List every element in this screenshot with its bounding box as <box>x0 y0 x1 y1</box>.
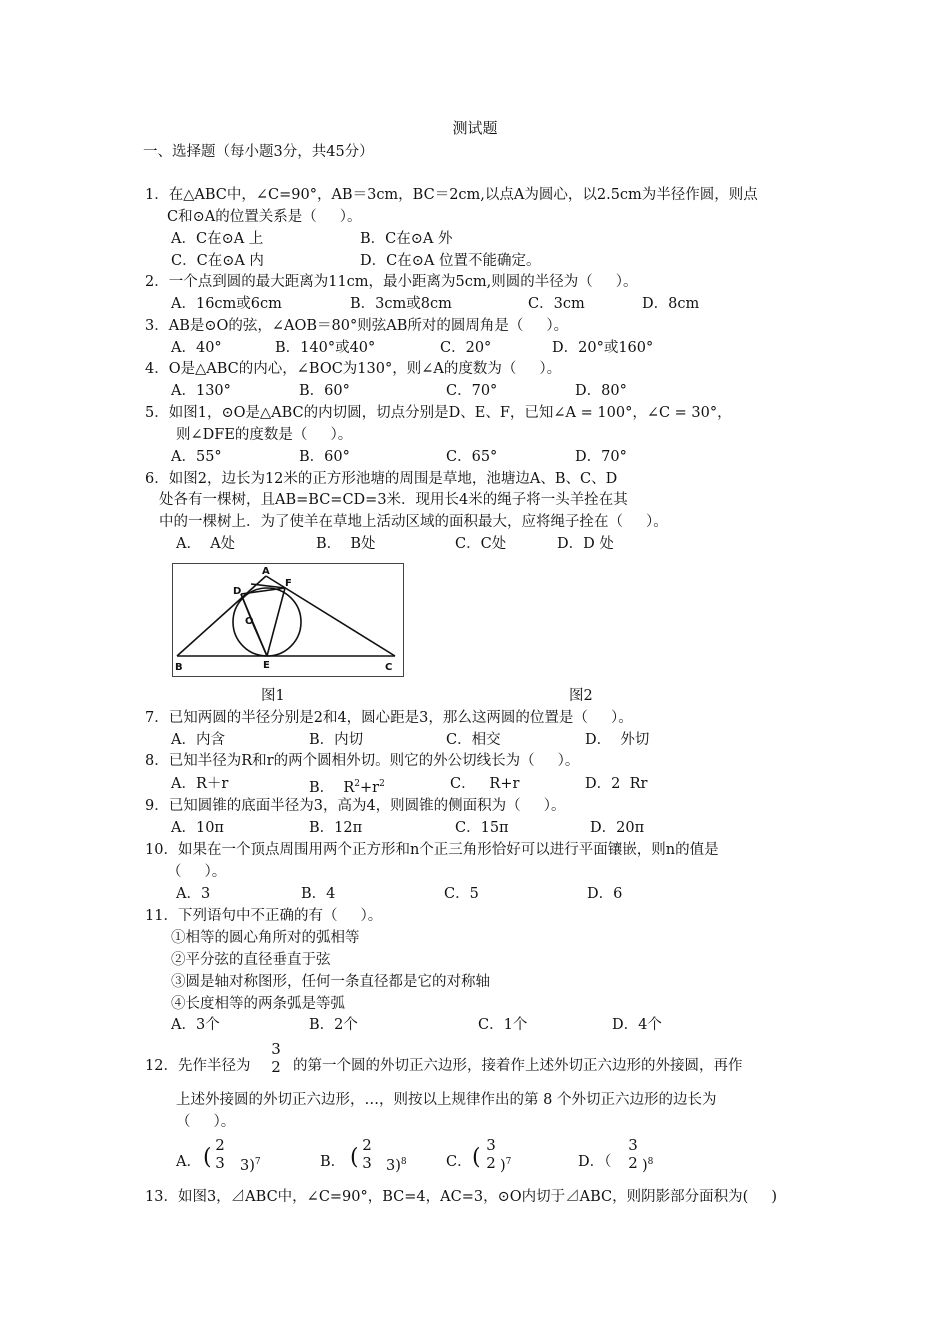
q12-a-numerator: 2 <box>215 1136 225 1154</box>
q4-option-d: D．80° <box>575 383 627 399</box>
q1-option-d: D．C在⊙A 位置不能确定。 <box>360 253 541 269</box>
q5-option-b: B．60° <box>299 449 350 465</box>
q8-option-b <box>309 774 385 798</box>
q12-option-d-tail <box>642 1152 653 1176</box>
q12-option-b-fraction <box>360 1136 374 1172</box>
q11-statement-3: ③圆是轴对称图形，任何一条直径都是它的对称轴 <box>171 974 490 990</box>
q12-option-d-label: D．（ <box>578 1154 612 1170</box>
label-d: D <box>233 586 242 597</box>
q7-option-c: C．相交 <box>446 732 501 748</box>
q8-b-prefix: B． R <box>309 779 355 796</box>
q12-frac-denominator: 2 <box>271 1058 281 1076</box>
q11-statement-2: ②平分弦的直径垂直于弦 <box>171 952 331 968</box>
q12-c-denominator: 2 <box>486 1154 496 1172</box>
q3-option-b: B．140°或40° <box>275 340 376 356</box>
q6-option-a: A． A处 <box>176 536 236 552</box>
q8-option-a: A．R＋r <box>171 776 229 792</box>
q8-option-c: C． R+r <box>450 776 520 792</box>
q6-option-d: D．D 处 <box>557 536 614 552</box>
q10-option-b: B．4 <box>301 886 336 902</box>
q10-stem: 10．如果在一个顶点周围用两个正方形和n个正三角形恰好可以进行平面镶嵌，则n的值是 <box>145 842 719 858</box>
q12-d-denominator: 2 <box>628 1154 638 1172</box>
q9-option-c: C．15π <box>455 820 509 836</box>
chord-fe <box>267 588 285 656</box>
q11-option-d: D．4个 <box>612 1017 662 1033</box>
q12-b-numerator: 2 <box>362 1136 372 1154</box>
q12-d-tail-text: ) <box>642 1157 648 1174</box>
q1-option-c: C．C在⊙A 内 <box>171 253 264 269</box>
q6-option-b: B． B处 <box>316 536 376 552</box>
q8-stem: 8．已知半径为R和r的两个圆相外切。则它的外公切线长为（ ）。 <box>145 753 580 769</box>
q1-option-b: B．C在⊙A 外 <box>360 231 453 247</box>
q10-stem-2: （ ）。 <box>167 864 227 880</box>
label-c: C <box>385 662 393 673</box>
q12-b-tail-text: 3) <box>386 1157 401 1174</box>
q2-option-c: C．3cm <box>528 296 585 312</box>
q2-option-a: A．16cm或6cm <box>171 296 282 312</box>
q12-option-c-paren: ( <box>472 1145 481 1170</box>
section-heading: 一、选择题（每小题3分，共45分） <box>143 144 374 160</box>
q3-option-a: A．40° <box>171 340 222 356</box>
q11-statement-1: ①相等的圆心角所对的弧相等 <box>171 930 360 946</box>
q8-b-exp2: 2 <box>379 779 385 789</box>
q6-stem-3: 中的一棵树上．为了使羊在草地上活动区域的面积最大，应将绳子拴在（ ）。 <box>159 514 668 530</box>
q3-stem: 3．AB是⊙O的弦，∠AOB＝80°则弦AB所对的圆周角是（ ）。 <box>145 318 569 334</box>
q11-option-b: B．2个 <box>309 1017 358 1033</box>
q4-option-a: A．130° <box>171 383 231 399</box>
label-b: B <box>175 662 183 673</box>
q2-stem: 2．一个点到圆的最大距离为11cm，最小距离为5cm,则圆的半径为（ ）。 <box>145 274 638 290</box>
q12-option-c-label: C． <box>446 1154 472 1170</box>
q12-option-a-paren: ( <box>203 1145 212 1170</box>
label-o: O <box>245 616 254 627</box>
q12-c-numerator: 3 <box>486 1136 496 1154</box>
q12-a-tail-text: 3) <box>240 1157 255 1174</box>
q10-option-d: D．6 <box>587 886 623 902</box>
q12-fraction <box>268 1040 284 1076</box>
figure-1-drawing <box>173 564 403 676</box>
q1-option-a: A．C在⊙A 上 <box>171 231 264 247</box>
q6-stem-2: 处各有一棵树，且AB=BC=CD=3米．现用长4米的绳子将一头羊拴在其 <box>159 492 628 508</box>
q5-stem: 5．如图1，⊙O是△ABC的内切圆，切点分别是D、E、F，已知∠A = 100°，∠C = 30°， <box>145 405 732 421</box>
q12-option-d-fraction <box>626 1136 640 1172</box>
q7-stem: 7．已知两圆的半径分别是2和4，圆心距是3，那么这两圆的位置是（ ）。 <box>145 710 633 726</box>
q9-option-a: A．10π <box>171 820 224 836</box>
q12-stem-2: 上述外接圆的外切正六边形，…，则按以上规律作出的第 8 个外切正六边形的边长为 <box>176 1092 717 1108</box>
q9-option-b: B．12π <box>309 820 363 836</box>
figure-1 <box>172 563 404 677</box>
q12-stem-prefix: 12．先作半径为 <box>145 1058 251 1074</box>
q11-stem: 11．下列语句中不正确的有（ ）。 <box>145 908 383 924</box>
q10-option-c: C．5 <box>444 886 479 902</box>
q12-a-exponent: 7 <box>254 1157 261 1167</box>
q12-option-b-tail <box>386 1152 407 1176</box>
q12-c-tail-text: ) <box>500 1157 506 1174</box>
q12-b-denominator: 3 <box>362 1154 372 1172</box>
q11-statement-4: ④长度相等的两条弧是等弧 <box>171 996 345 1012</box>
q7-option-a: A．内含 <box>171 732 225 748</box>
label-a: A <box>262 566 270 577</box>
q10-option-a: A．3 <box>176 886 211 902</box>
q12-option-a-label: A． <box>176 1154 201 1170</box>
figure-1-caption: 图1 <box>261 688 285 704</box>
q13-stem: 13．如图3，⊿ABC中，∠C=90°，BC=4，AC=3，⊙O内切于⊿ABC，则阴影部分面积为( ) <box>145 1189 777 1205</box>
q4-stem: 4．O是△ABC的内心，∠BOC为130°，则∠A的度数为（ ）。 <box>145 361 562 377</box>
q9-stem: 9．已知圆锥的底面半径为3，高为4，则圆锥的侧面积为（ ）。 <box>145 798 566 814</box>
q8-option-d: D．2 Rr <box>585 776 648 792</box>
q12-d-exponent: 8 <box>647 1157 654 1167</box>
q2-option-b: B．3cm或8cm <box>350 296 452 312</box>
q1-stem: 1．在△ABC中，∠C=90°，AB＝3cm，BC＝2cm,以点A为圆心，以2.5cm为半径作圆，则点 <box>145 187 758 203</box>
q4-option-c: C．70° <box>446 383 498 399</box>
q4-option-b: B．60° <box>299 383 350 399</box>
q12-option-c-tail <box>500 1152 511 1176</box>
q3-option-d: D．20°或160° <box>552 340 654 356</box>
q5-stem-2: 则∠DFE的度数是（ ）。 <box>176 427 353 443</box>
q6-stem: 6．如图2，边长为12米的正方形池塘的周围是草地，池塘边A、B、C、D <box>145 471 618 487</box>
q5-option-d: D．70° <box>575 449 627 465</box>
q11-option-a: A．3个 <box>171 1017 220 1033</box>
q6-option-c: C．C处 <box>455 536 507 552</box>
q5-option-c: C．65° <box>446 449 498 465</box>
q8-b-exp1: 2 <box>354 779 361 789</box>
q12-option-c-fraction <box>484 1136 498 1172</box>
q7-option-d: D． 外切 <box>585 732 650 748</box>
q12-option-b-label: B． <box>320 1154 346 1170</box>
q12-option-a-fraction <box>213 1136 227 1172</box>
q7-option-b: B．内切 <box>309 732 364 748</box>
q12-c-exponent: 7 <box>505 1157 512 1167</box>
q12-stem-3: （ ）。 <box>176 1114 236 1130</box>
q12-stem-suffix: 的第一个圆的外切正六边形，接着作上述外切正六边形的外接圆，再作 <box>293 1058 743 1074</box>
q12-option-a-tail <box>240 1152 261 1176</box>
q2-option-d: D．8cm <box>642 296 700 312</box>
page-title: 测试题 <box>452 119 498 137</box>
label-e: E <box>263 660 270 671</box>
figure-2-caption: 图2 <box>569 688 593 704</box>
q12-b-exponent: 8 <box>400 1157 407 1167</box>
q3-option-c: C．20° <box>440 340 492 356</box>
q8-b-mid: +r <box>360 779 380 796</box>
q9-option-d: D．20π <box>590 820 645 836</box>
label-f: F <box>285 578 292 589</box>
radius-oe <box>253 624 267 656</box>
q1-stem-2: C和⊙A的位置关系是（ ）。 <box>167 209 362 225</box>
q12-d-numerator: 3 <box>628 1136 638 1154</box>
q12-option-b-paren: ( <box>350 1145 359 1170</box>
q11-option-c: C．1个 <box>478 1017 528 1033</box>
q12-frac-numerator: 3 <box>271 1040 281 1058</box>
q12-a-denominator: 3 <box>215 1154 225 1172</box>
q5-option-a: A．55° <box>171 449 222 465</box>
